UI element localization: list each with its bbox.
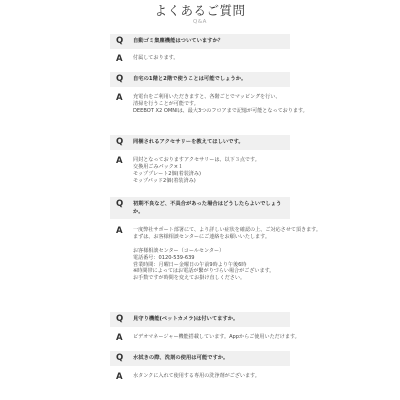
answer-line: 同封となっておりますアクセサリーは、以下３点です。	[133, 157, 260, 163]
answer-mark: A	[116, 372, 123, 382]
answer-mark: A	[116, 333, 123, 343]
answer-text	[133, 157, 288, 185]
faq-answer-4	[110, 226, 321, 306]
answer-mark: A	[116, 156, 123, 166]
answer-line: 電話番号：0120-539-639	[133, 254, 195, 261]
answer-line: 営業時間：月曜日ー金曜日の午前9時より午後6時	[133, 261, 247, 268]
answer-line	[133, 241, 288, 248]
faq-question-5	[110, 312, 290, 327]
question-mark: Q	[116, 353, 124, 363]
faq-question-1	[110, 34, 290, 49]
page-subtitle: Q&A	[193, 19, 207, 25]
question-text: 自動ゴミ集塵機能はついていますか？	[133, 38, 224, 44]
question-mark: Q	[116, 314, 124, 324]
faq-question-4	[110, 197, 290, 219]
faq-answer-6	[110, 372, 290, 384]
answer-line: まずは、お客様相談センターにご連絡をお願いいたします。	[133, 233, 270, 240]
answer-line: 付属しております。	[133, 55, 179, 61]
answer-line: ※時間帯によってはお電話が繋がりづらい場合がございます。	[133, 268, 275, 275]
question-text: 同梱されるアクセサリーを教えてほしいです。	[133, 139, 244, 145]
answer-line: 水タンクに入れて使用する専用の洗浄剤がございます。	[133, 373, 260, 379]
answer-line: 一度弊社サポート部署にて、より詳しい症状を確認の上、ご対応させて頂きます。	[133, 227, 321, 233]
answer-line: 清掃を行うことが可能です。	[133, 100, 199, 107]
answer-line: DEEBOT X2 OMNIは、最大3つのフロアまで記憶が可能となっております。	[133, 107, 308, 114]
question-mark: Q	[116, 36, 124, 46]
faq-answer-1	[110, 54, 290, 66]
answer-text	[133, 55, 288, 62]
faq-question-6	[110, 351, 290, 366]
question-text: 自宅の1階と2階で使うことは可能でしょうか。	[133, 76, 247, 82]
faq-answer-5	[110, 333, 300, 345]
answer-mark: A	[116, 226, 123, 236]
question-text: 初期不良など、不具合があった場合はどうしたらよいでしょうか。	[133, 201, 282, 215]
answer-line: モッププレート2個(着装済み)	[133, 170, 201, 177]
question-text: 見守り機能(ペットカメラ)は付いてますか。	[133, 316, 239, 322]
answer-text	[133, 373, 288, 380]
answer-line: 充電台をご利用いただきますと、各階ごとでマッピングを行い、	[133, 94, 281, 100]
question-text: 水拭きの際、洗剤の使用は可能ですか。	[133, 355, 229, 361]
answer-line: ビデオマネージャー機能搭載しています。Appからご使用いただけます。	[133, 334, 300, 340]
answer-mark: A	[116, 54, 123, 64]
faq-question-2	[110, 72, 290, 87]
page-title: よくあるご質問	[154, 3, 246, 18]
answer-mark: A	[116, 93, 123, 103]
question-mark: Q	[116, 74, 124, 84]
answer-line: お手数ですが時間を変えてお掛け直しください。	[133, 275, 246, 282]
page-header	[0, 0, 400, 30]
faq-answer-2	[110, 93, 308, 121]
answer-line: 交換用ごみパック×１	[133, 163, 184, 170]
faq-answer-3	[110, 156, 290, 191]
faq-question-3	[110, 135, 290, 150]
answer-line: モップパッド2個(着装済み)	[133, 177, 196, 184]
answer-text	[133, 227, 321, 282]
answer-line: お客様相談センター（コールセンター）	[133, 247, 225, 254]
question-mark: Q	[116, 137, 124, 147]
question-mark: Q	[116, 199, 124, 209]
answer-text	[133, 334, 300, 341]
answer-text	[133, 94, 308, 115]
